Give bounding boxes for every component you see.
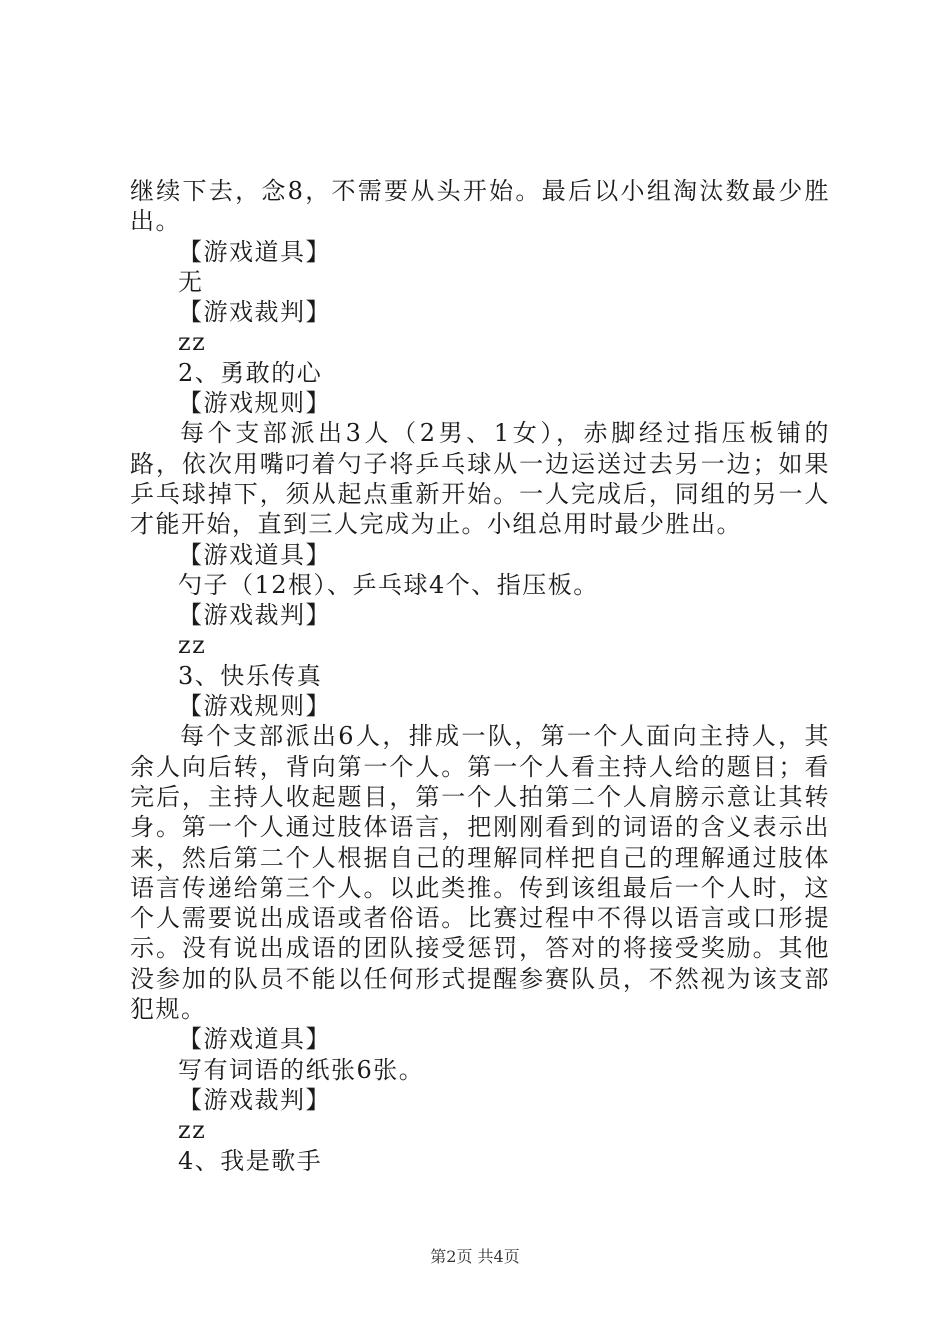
section-heading-rules: 【游戏规则】 — [178, 389, 331, 418]
page-number-footer: 第2页 共4页 — [430, 1247, 520, 1266]
referee-value: zz — [178, 328, 207, 357]
rules-paragraph: 每个支部派出3人（2男、1女），赤脚经过指压板铺的路，依次用嘴叼着勺子将乒乓球从一边运送过去另一边；如果乒乓球掉下，须从起点重新开始。一人完成后，同组的另一人才能开始，直到三人完成为止。小组总用时最少胜出。 — [130, 419, 830, 539]
props-value: 勺子（12根）、乒乓球4个、指压板。 — [178, 570, 599, 599]
section-heading-referee: 【游戏裁判】 — [178, 601, 331, 630]
props-value: 无 — [178, 267, 204, 296]
props-value: 写有词语的纸张6张。 — [178, 1055, 425, 1084]
section-heading-props: 【游戏道具】 — [178, 237, 331, 266]
section-heading-referee: 【游戏裁判】 — [178, 298, 331, 327]
referee-value: zz — [178, 631, 207, 660]
referee-value: zz — [178, 1116, 207, 1145]
paragraph-continuation: 继续下去，念8，不需要从头开始。最后以小组淘汰数最少胜出。 — [130, 177, 830, 236]
game-title: 3、快乐传真 — [178, 661, 323, 690]
game-title: 4、我是歌手 — [178, 1146, 323, 1175]
section-heading-referee: 【游戏裁判】 — [178, 1085, 331, 1114]
section-heading-rules: 【游戏规则】 — [178, 692, 331, 721]
section-heading-props: 【游戏道具】 — [178, 1025, 331, 1054]
section-heading-props: 【游戏道具】 — [178, 540, 331, 569]
rules-paragraph: 每个支部派出6人，排成一队，第一个人面向主持人，其余人向后转，背向第一个人。第一个人看主持人给的题目；看完后，主持人收起题目，第一个人拍第二个人肩膀示意让其转身。第一个人通过肢体语言，把刚刚看到的词语的含义表示出来，然后第二个人根据自己的理解同样把自己的理解通过肢体语言传递给第三个人。以此类推。传到该组最后一个人时，这个人需要说出成语或者俗语。比赛过程中不得以语言或口形提示。没有说出成语的团队接受惩罚，答对的将接受奖励。其他没参加的队员不能以任何形式提醒参赛队员，不然视为该支部犯规。 — [130, 722, 830, 1024]
document-body — [130, 176, 830, 1176]
game-title: 2、勇敢的心 — [178, 358, 323, 387]
